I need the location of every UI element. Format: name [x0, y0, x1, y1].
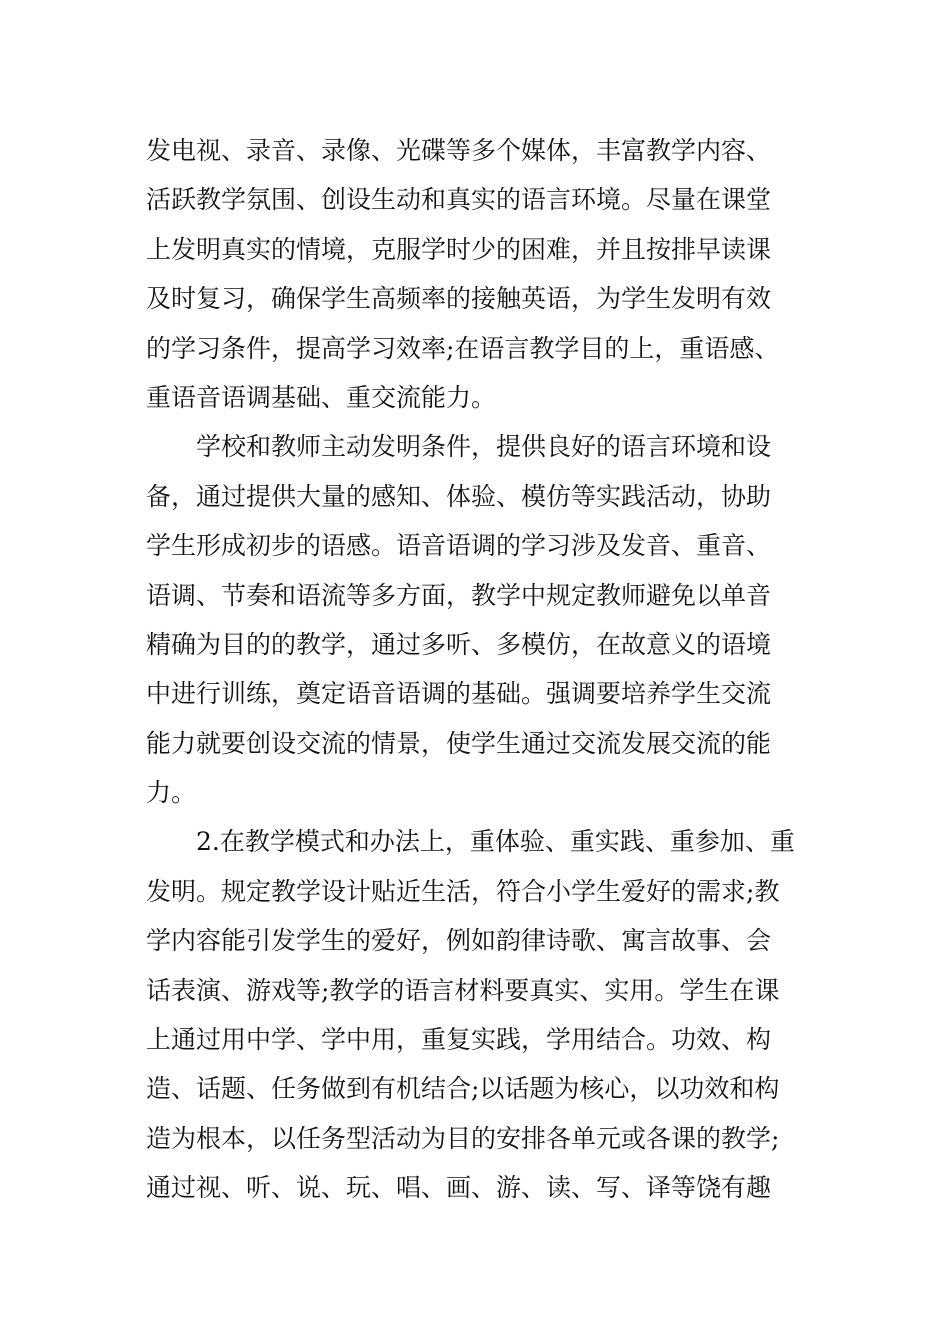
text-line: 中进行训练，奠定语音语调的基础。强调要培养学生交流 — [146, 679, 772, 709]
text-line: 学生形成初步的语感。语音语调的学习涉及发音、重音、 — [146, 531, 772, 561]
paragraph-start-line: 学校和教师主动发明条件，提供良好的语言环境和设 — [196, 432, 772, 462]
text-line: 备，通过提供大量的感知、体验、模仿等实践活动，协助 — [146, 481, 772, 511]
text-line: 上发明真实的情境，克服学时少的困难，并且按排早读课 — [146, 234, 772, 264]
text-line: 造为根本，以任务型活动为目的安排各单元或各课的教学; — [146, 1123, 780, 1153]
text-line: 造、话题、任务做到有机结合;以话题为核心，以功效和构 — [146, 1074, 780, 1104]
text-line: 通过视、听、说、玩、唱、画、游、读、写、译等饶有趣 — [146, 1173, 772, 1203]
text-line: 的学习条件，提高学习效率;在语言教学目的上，重语感、 — [146, 333, 780, 363]
text-line: 学内容能引发学生的爱好，例如韵律诗歌、寓言故事、会 — [146, 926, 772, 956]
text-line: 重语音语调基础、重交流能力。 — [146, 382, 497, 412]
text-line: 话表演、游戏等;教学的语言材料要真实、实用。学生在课 — [146, 975, 780, 1005]
text-line: 上通过用中学、学中用，重复实践，学用结合。功效、构 — [146, 1025, 772, 1055]
text-line: 语调、节奏和语流等多方面，教学中规定教师避免以单音 — [146, 580, 772, 610]
text-line: 发电视、录音、录像、光碟等多个媒体，丰富教学内容、 — [146, 136, 772, 165]
text-line: 力。 — [146, 778, 197, 808]
text-line: 能力就要创设交流的情景，使学生通过交流发展交流的能 — [146, 728, 772, 758]
text-line: 精确为目的的教学，通过多听、多模仿，在故意义的语境 — [146, 629, 772, 659]
document-body — [146, 126, 806, 1213]
text-line: 活跃教学氛围、创设生动和真实的语言环境。尽量在课堂 — [146, 185, 772, 215]
paragraph-start-line: 2.在教学模式和办法上，重体验、重实践、重参加、重 — [196, 827, 795, 857]
text-line: 发明。规定教学设计贴近生活，符合小学生爱好的需求;教 — [146, 876, 780, 906]
text-line: 及时复习，确保学生高频率的接触英语，为学生发明有效 — [146, 284, 772, 314]
